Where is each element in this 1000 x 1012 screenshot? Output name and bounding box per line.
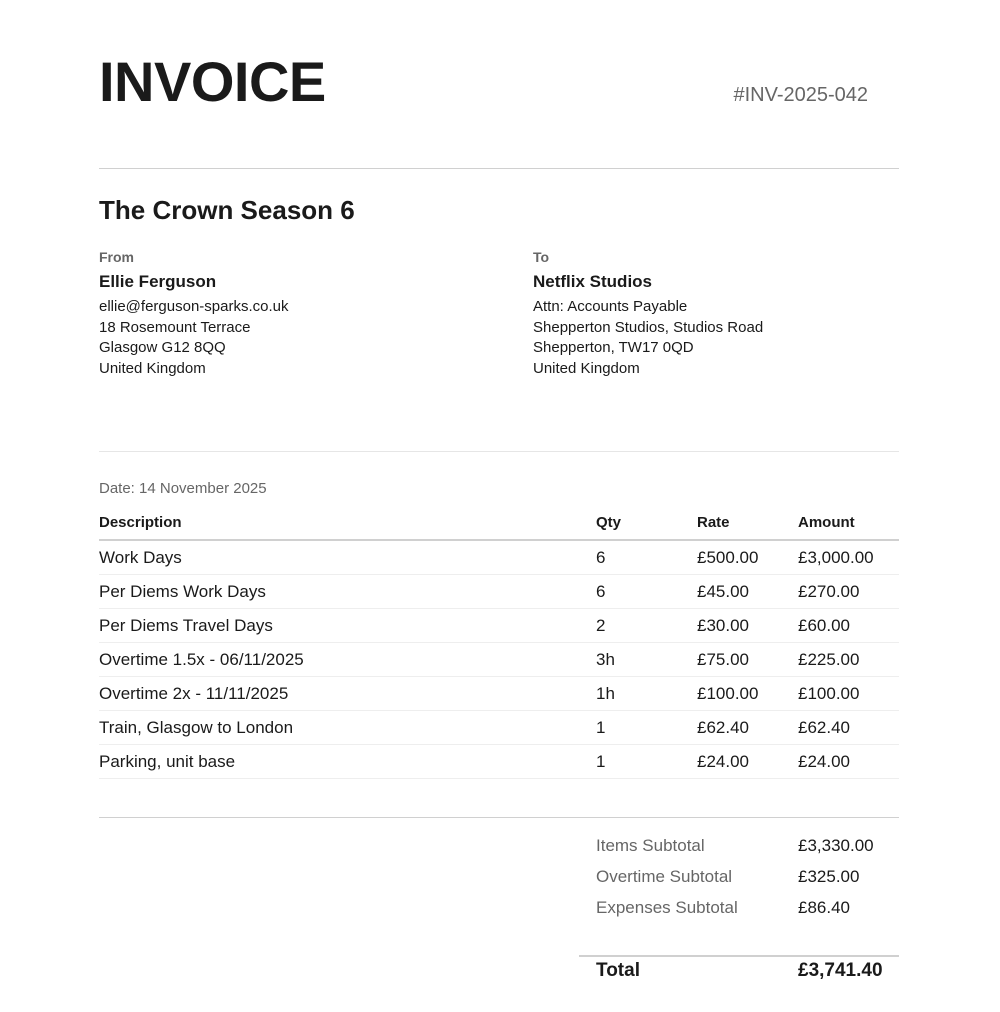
- row-amount: £3,000.00: [798, 540, 899, 575]
- total-row: [596, 957, 899, 985]
- to-name: Netflix Studios: [533, 272, 653, 291]
- to-address-line: Shepperton Studios, Studios Road: [533, 318, 764, 336]
- from-address-line: 18 Rosemount Terrace: [99, 318, 251, 336]
- items-subtotal-value: £3,330.00: [798, 836, 874, 855]
- table-header-row: [99, 505, 899, 540]
- total-value: £3,741.40: [798, 960, 883, 981]
- overtime-subtotal-value: £325.00: [798, 867, 860, 886]
- row-qty: 6: [596, 575, 697, 609]
- invoice-date: Date: 14 November 2025: [99, 480, 267, 497]
- to-address-line: United Kingdom: [533, 359, 640, 377]
- expenses-subtotal-row: [596, 892, 899, 923]
- table-row: [99, 677, 899, 711]
- table-row: [99, 609, 899, 643]
- project-title: The Crown Season 6: [99, 195, 355, 225]
- to-attn: Attn: Accounts Payable: [533, 298, 688, 315]
- row-description: Train, Glasgow to London: [99, 711, 596, 745]
- subtotals-block: [596, 830, 899, 923]
- row-amount: £24.00: [798, 745, 899, 779]
- row-rate: £100.00: [697, 677, 798, 711]
- row-amount: £100.00: [798, 677, 899, 711]
- from-address-line: United Kingdom: [99, 359, 206, 377]
- row-description: Overtime 2x - 11/11/2025: [99, 677, 596, 711]
- from-name: Ellie Ferguson: [99, 272, 217, 291]
- overtime-subtotal-row: [596, 861, 899, 892]
- row-description: Per Diems Travel Days: [99, 609, 596, 643]
- table-row: [99, 745, 899, 779]
- table-row: [99, 711, 899, 745]
- summary-divider: [99, 817, 899, 818]
- row-amount: £62.40: [798, 711, 899, 745]
- to-label: To: [533, 249, 550, 265]
- row-amount: £60.00: [798, 609, 899, 643]
- row-description: Parking, unit base: [99, 745, 596, 779]
- to-address-line: Shepperton, TW17 0QD: [533, 339, 694, 356]
- row-rate: £30.00: [697, 609, 798, 643]
- items-subtotal-row: [596, 830, 899, 861]
- row-rate: £62.40: [697, 711, 798, 745]
- row-rate: £75.00: [697, 643, 798, 677]
- column-header-qty: Qty: [596, 505, 697, 540]
- overtime-subtotal-label: Overtime Subtotal: [596, 867, 733, 886]
- invoice-title: INVOICE: [99, 50, 326, 113]
- row-rate: £24.00: [697, 745, 798, 779]
- table-row: [99, 540, 899, 575]
- invoice-number: #INV-2025-042: [733, 84, 868, 106]
- from-email: ellie@ferguson-sparks.co.uk: [99, 298, 289, 315]
- row-qty: 6: [596, 540, 697, 575]
- row-description: Overtime 1.5x - 06/11/2025: [99, 643, 596, 677]
- expenses-subtotal-label: Expenses Subtotal: [596, 898, 738, 917]
- row-qty: 1: [596, 745, 697, 779]
- from-label: From: [99, 249, 134, 265]
- from-address-line: Glasgow G12 8QQ: [99, 339, 226, 356]
- items-subtotal-label: Items Subtotal: [596, 836, 705, 855]
- line-items-table: [99, 505, 899, 779]
- parties-divider: [99, 451, 899, 452]
- to-block: [533, 248, 893, 379]
- table-row: [99, 643, 899, 677]
- row-description: Per Diems Work Days: [99, 575, 596, 609]
- row-amount: £270.00: [798, 575, 899, 609]
- total-label: Total: [596, 960, 640, 981]
- column-header-rate: Rate: [697, 505, 798, 540]
- column-header-amount: Amount: [798, 505, 899, 540]
- row-qty: 1: [596, 711, 697, 745]
- invoice-page: [99, 0, 899, 1012]
- table-row: [99, 575, 899, 609]
- row-rate: £500.00: [697, 540, 798, 575]
- header-divider: [99, 168, 899, 169]
- row-rate: £45.00: [697, 575, 798, 609]
- row-amount: £225.00: [798, 643, 899, 677]
- from-block: [99, 248, 459, 379]
- row-description: Work Days: [99, 540, 596, 575]
- row-qty: 2: [596, 609, 697, 643]
- expenses-subtotal-value: £86.40: [798, 898, 850, 917]
- row-qty: 3h: [596, 643, 697, 677]
- row-qty: 1h: [596, 677, 697, 711]
- column-header-description: Description: [99, 505, 596, 540]
